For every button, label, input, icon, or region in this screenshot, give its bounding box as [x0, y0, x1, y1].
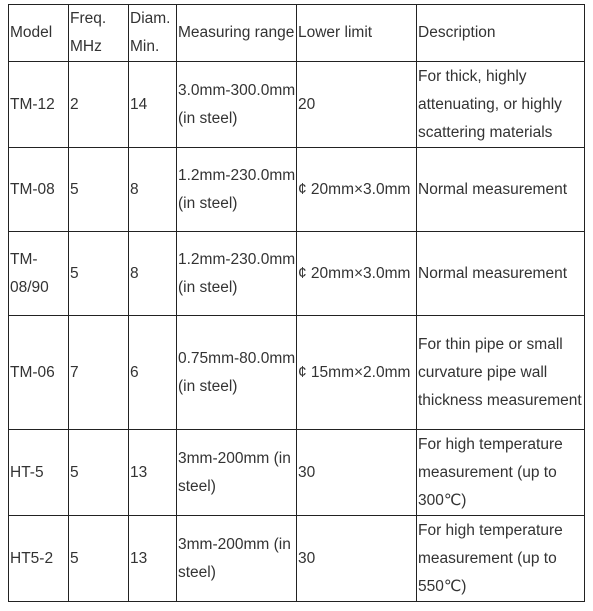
- table-row: [9, 148, 585, 232]
- cell-diam: 13: [129, 430, 177, 516]
- cell-description: For thick, highly attenuating, or highly scattering materials: [417, 62, 585, 148]
- cell-lower-limit: 20: [297, 62, 417, 148]
- cell-range: 3mm-200mm (in steel): [177, 430, 297, 516]
- cell-diam: 13: [129, 516, 177, 602]
- cell-lower-limit: ¢ 20mm×3.0mm: [297, 232, 417, 316]
- cell-diam: 8: [129, 148, 177, 232]
- cell-model: HT-5: [9, 430, 69, 516]
- cell-model: HT5-2: [9, 516, 69, 602]
- cell-model: TM-12: [9, 62, 69, 148]
- cell-description: For high temperature measurement (up to 300℃): [417, 430, 585, 516]
- cell-freq: 7: [69, 316, 129, 430]
- cell-diam: 14: [129, 62, 177, 148]
- header-diam: Diam. Min.: [129, 5, 177, 62]
- header-lower-limit: Lower limit: [297, 5, 417, 62]
- cell-range: 3.0mm-300.0mm (in steel): [177, 62, 297, 148]
- cell-freq: 2: [69, 62, 129, 148]
- table-row: [9, 430, 585, 516]
- cell-freq: 5: [69, 148, 129, 232]
- table-header-row: [9, 5, 585, 62]
- cell-model: TM-08/90: [9, 232, 69, 316]
- cell-diam: 6: [129, 316, 177, 430]
- cell-description: Normal measurement: [417, 148, 585, 232]
- cell-diam: 8: [129, 232, 177, 316]
- cell-description: For high temperature measurement (up to 550℃): [417, 516, 585, 602]
- cell-range: 1.2mm-230.0mm (in steel): [177, 232, 297, 316]
- cell-lower-limit: 30: [297, 430, 417, 516]
- header-model: Model: [9, 5, 69, 62]
- table-row: [9, 316, 585, 430]
- header-freq: Freq. MHz: [69, 5, 129, 62]
- cell-freq: 5: [69, 232, 129, 316]
- table-row: [9, 62, 585, 148]
- table-row: [9, 516, 585, 602]
- cell-range: 0.75mm-80.0mm (in steel): [177, 316, 297, 430]
- cell-description: Normal measurement: [417, 232, 585, 316]
- table-row: [9, 232, 585, 316]
- cell-lower-limit: ¢ 15mm×2.0mm: [297, 316, 417, 430]
- cell-lower-limit: 30: [297, 516, 417, 602]
- probe-spec-table: [8, 4, 585, 602]
- spec-table-container: [8, 4, 585, 602]
- cell-lower-limit: ¢ 20mm×3.0mm: [297, 148, 417, 232]
- header-range: Measuring range: [177, 5, 297, 62]
- header-description: Description: [417, 5, 585, 62]
- cell-range: 1.2mm-230.0mm (in steel): [177, 148, 297, 232]
- cell-range: 3mm-200mm (in steel): [177, 516, 297, 602]
- cell-model: TM-08: [9, 148, 69, 232]
- cell-freq: 5: [69, 516, 129, 602]
- cell-freq: 5: [69, 430, 129, 516]
- cell-model: TM-06: [9, 316, 69, 430]
- cell-description: For thin pipe or small curvature pipe wall thickness measurement: [417, 316, 585, 430]
